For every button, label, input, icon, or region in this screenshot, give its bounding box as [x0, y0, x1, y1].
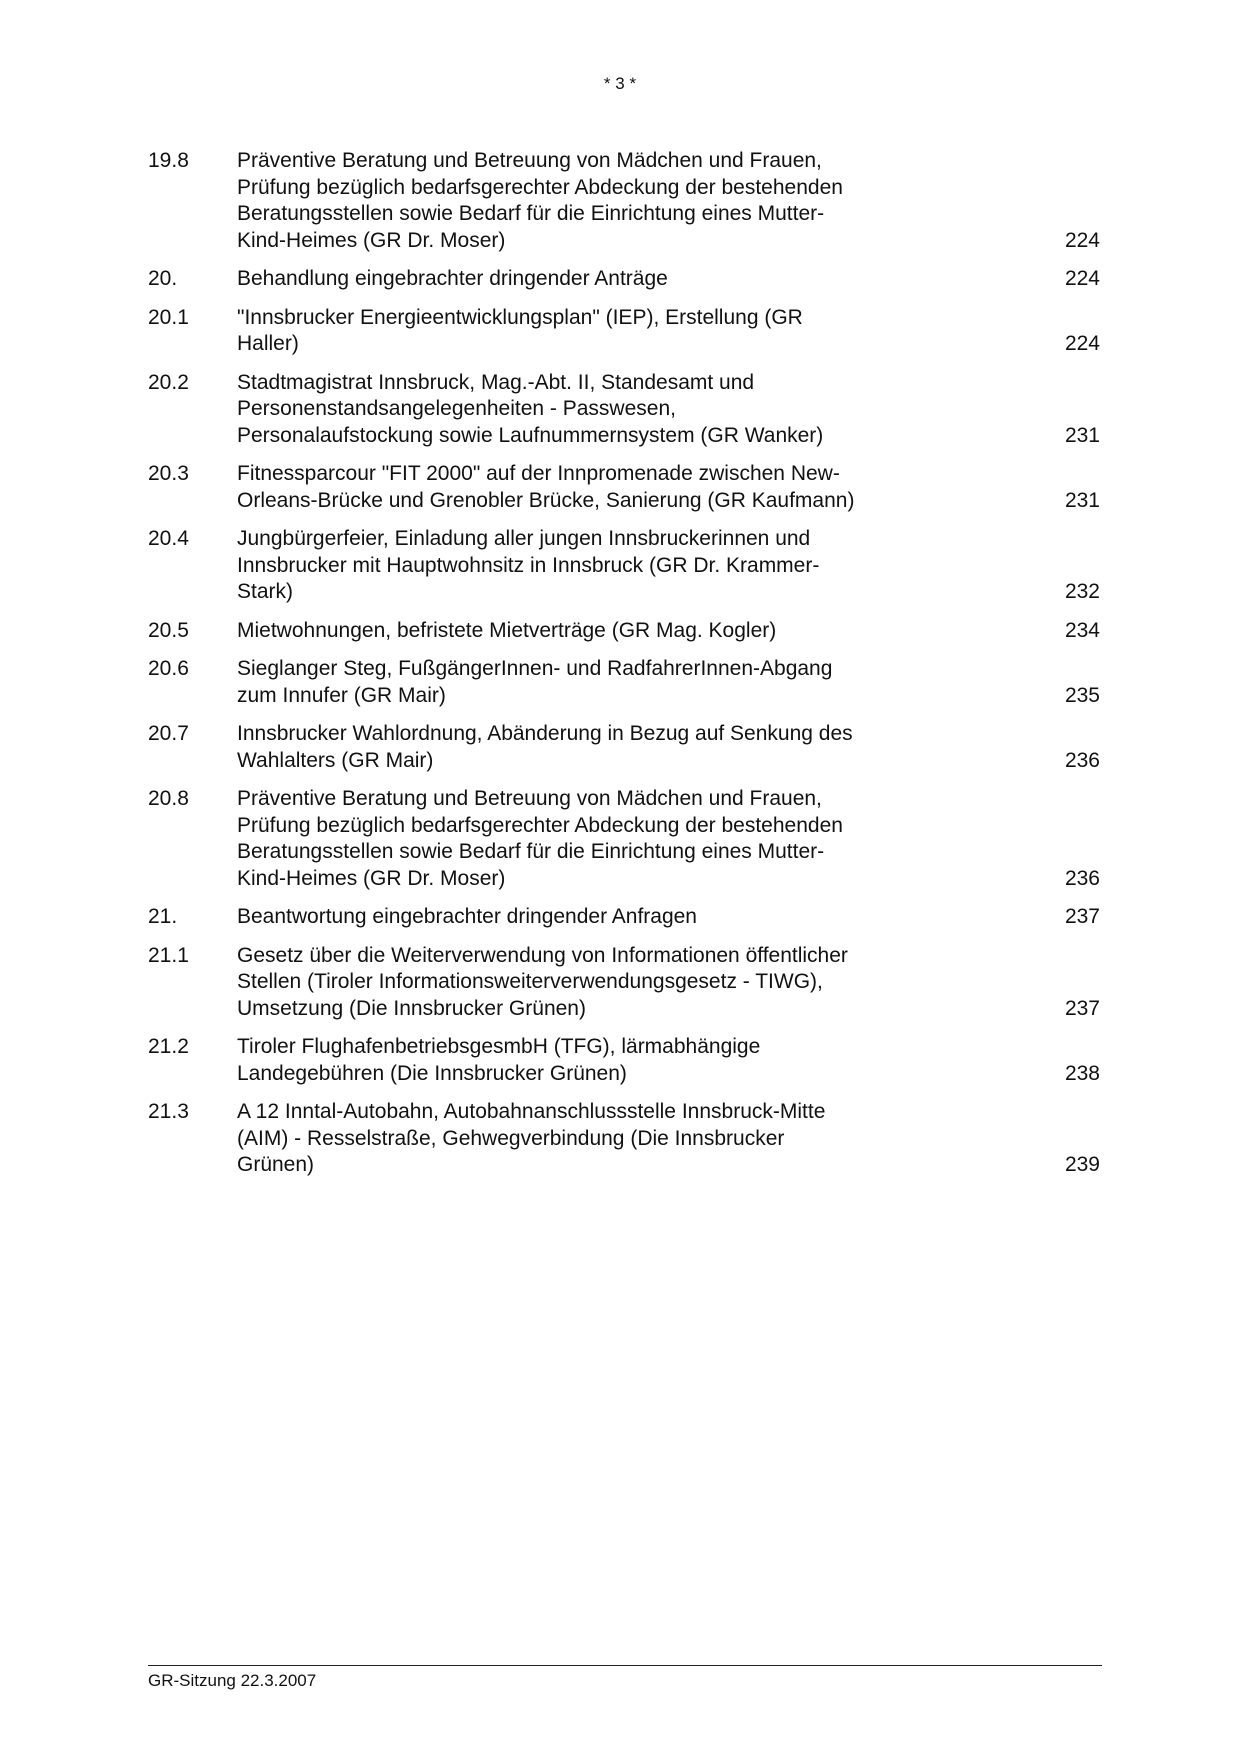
toc-entry: [148, 656, 1100, 709]
toc-title-line: zum Innufer (GR Mair): [237, 683, 446, 707]
toc-entry-number: 20.8: [148, 787, 189, 810]
toc-title-line: Präventive Beratung und Betreuung von Mädchen und Frauen,: [237, 787, 822, 810]
toc-entry-title: [237, 461, 937, 514]
toc-title-line: Umsetzung (Die Innsbrucker Grünen): [237, 996, 586, 1020]
table-of-contents: [148, 148, 1100, 1191]
toc-title-line: Tiroler FlughafenbetriebsgesmbH (TFG), lärmabhängige: [237, 1035, 761, 1058]
toc-entry: [148, 305, 1100, 358]
toc-entry-page: 234: [1064, 618, 1100, 642]
toc-title-line: Haller): [237, 332, 299, 355]
toc-title-line: Beantwortung eingebrachter dringender Anfragen: [237, 905, 697, 928]
toc-entry-title: [237, 1034, 937, 1087]
toc-entry-number: 20.2: [148, 370, 189, 394]
toc-title-line: Grünen): [237, 1153, 315, 1176]
toc-title-line: Jungbürgerfeier, Einladung aller jungen Innsbruckerinnen und: [237, 527, 811, 550]
toc-entry: [148, 526, 1100, 606]
toc-entry-title: [237, 526, 937, 606]
toc-title-line: Beratungsstellen sowie Bedarf für die Einrichtung eines Mutter-: [237, 840, 825, 863]
toc-title-line: Personenstandsangelegenheiten - Passwesen,: [237, 397, 676, 420]
toc-entry-number: 20.1: [148, 305, 189, 329]
toc-entry: [148, 943, 1100, 1023]
toc-title-line: Prüfung bezüglich bedarfsgerechter Abdeckung der bestehenden: [237, 813, 843, 837]
toc-entry-title: [237, 721, 937, 774]
toc-title-line: Stadtmagistrat Innsbruck, Mag.-Abt. II, Standesamt und: [237, 370, 755, 394]
toc-entry-number: 20.: [148, 267, 178, 290]
toc-entry: [148, 1099, 1100, 1179]
toc-entry-title: [237, 370, 937, 450]
toc-entry-page: 231: [1064, 488, 1100, 512]
toc-entry: [148, 786, 1100, 892]
toc-entry: [148, 266, 1100, 293]
footer-divider: [148, 1665, 1102, 1666]
toc-entry-page: 236: [1064, 748, 1100, 772]
toc-entry-title: [237, 786, 937, 892]
toc-title-line: Personalaufstockung sowie Laufnummernsystem (GR Wanker): [237, 423, 824, 447]
toc-entry-number: 20.7: [148, 722, 189, 745]
toc-entry: [148, 370, 1100, 450]
toc-title-line: Innsbrucker mit Hauptwohnsitz in Innsbruck (GR Dr. Krammer-: [237, 553, 820, 577]
toc-title-line: Landegebühren (Die Innsbrucker Grünen): [237, 1061, 627, 1085]
toc-title-line: Orleans-Brücke und Grenobler Brücke, Sanierung (GR Kaufmann): [237, 488, 855, 512]
toc-entry-title: [237, 148, 937, 254]
toc-title-line: Stark): [237, 580, 294, 603]
toc-entry: [148, 904, 1100, 931]
toc-entry-page: 236: [1064, 866, 1100, 890]
toc-entry-title: [237, 943, 937, 1023]
toc-entry-number: 20.5: [148, 618, 189, 642]
toc-entry-title: [237, 618, 937, 645]
toc-title-line: Stellen (Tiroler Informationsweiterverwendungsgesetz - TIWG),: [237, 970, 823, 993]
toc-entry-page: 235: [1064, 683, 1100, 707]
toc-title-line: Kind-Heimes (GR Dr. Moser): [237, 228, 506, 252]
toc-entry-number: 21.1: [148, 943, 189, 967]
toc-entry-number: 20.6: [148, 657, 189, 680]
toc-entry-page: 224: [1064, 228, 1100, 252]
toc-entry-number: 21.2: [148, 1035, 189, 1058]
toc-title-line: (AIM) - Resselstraße, Gehwegverbindung (Die Innsbrucker: [237, 1126, 785, 1150]
toc-entry-page: 238: [1064, 1061, 1100, 1085]
toc-entry-page: 231: [1064, 423, 1100, 447]
toc-title-line: Wahlalters (GR Mair): [237, 748, 434, 772]
toc-entry-number: 19.8: [148, 149, 189, 172]
toc-title-line: Präventive Beratung und Betreuung von Mädchen und Frauen,: [237, 149, 822, 172]
toc-entry-number: 21.: [148, 905, 178, 928]
toc-entry-title: [237, 656, 937, 709]
toc-title-line: Innsbrucker Wahlordnung, Abänderung in Bezug auf Senkung des: [237, 722, 853, 745]
toc-title-line: "Innsbrucker Energieentwicklungsplan" (IEP), Erstellung (GR: [237, 305, 803, 329]
toc-entry: [148, 461, 1100, 514]
toc-entry-title: [237, 904, 937, 931]
toc-title-line: Sieglanger Steg, FußgängerInnen- und RadfahrerInnen-Abgang: [237, 657, 833, 680]
toc-entry-title: [237, 1099, 937, 1179]
toc-title-line: A 12 Inntal-Autobahn, Autobahnanschlussstelle Innsbruck-Mitte: [237, 1100, 826, 1123]
toc-title-line: Behandlung eingebrachter dringender Anträge: [237, 267, 668, 290]
toc-entry-page: 239: [1064, 1153, 1100, 1176]
toc-entry-page: 224: [1064, 332, 1100, 355]
footer-text: GR-Sitzung 22.3.2007: [148, 1671, 317, 1690]
toc-entry-number: 20.3: [148, 462, 189, 485]
toc-entry-page: 237: [1064, 996, 1100, 1020]
toc-title-line: Beratungsstellen sowie Bedarf für die Einrichtung eines Mutter-: [237, 202, 825, 225]
toc-entry-page: 224: [1064, 267, 1100, 290]
toc-entry-page: 237: [1064, 905, 1100, 928]
toc-entry-number: 20.4: [148, 527, 189, 550]
toc-title-line: Gesetz über die Weiterverwendung von Informationen öffentlicher: [237, 943, 848, 967]
toc-entry-title: [237, 266, 937, 293]
toc-entry: [148, 148, 1100, 254]
toc-entry: [148, 618, 1100, 645]
toc-entry: [148, 1034, 1100, 1087]
toc-entry-page: 232: [1064, 580, 1100, 603]
toc-title-line: Kind-Heimes (GR Dr. Moser): [237, 866, 506, 890]
toc-entry: [148, 721, 1100, 774]
toc-entry-title: [237, 305, 937, 358]
toc-title-line: Prüfung bezüglich bedarfsgerechter Abdeckung der bestehenden: [237, 175, 843, 199]
page-number: * 3 *: [603, 74, 637, 93]
toc-title-line: Fitnessparcour "FIT 2000" auf der Innpromenade zwischen New-: [237, 462, 840, 485]
toc-entry-number: 21.3: [148, 1100, 189, 1123]
toc-title-line: Mietwohnungen, befristete Mietverträge (GR Mag. Kogler): [237, 618, 777, 642]
